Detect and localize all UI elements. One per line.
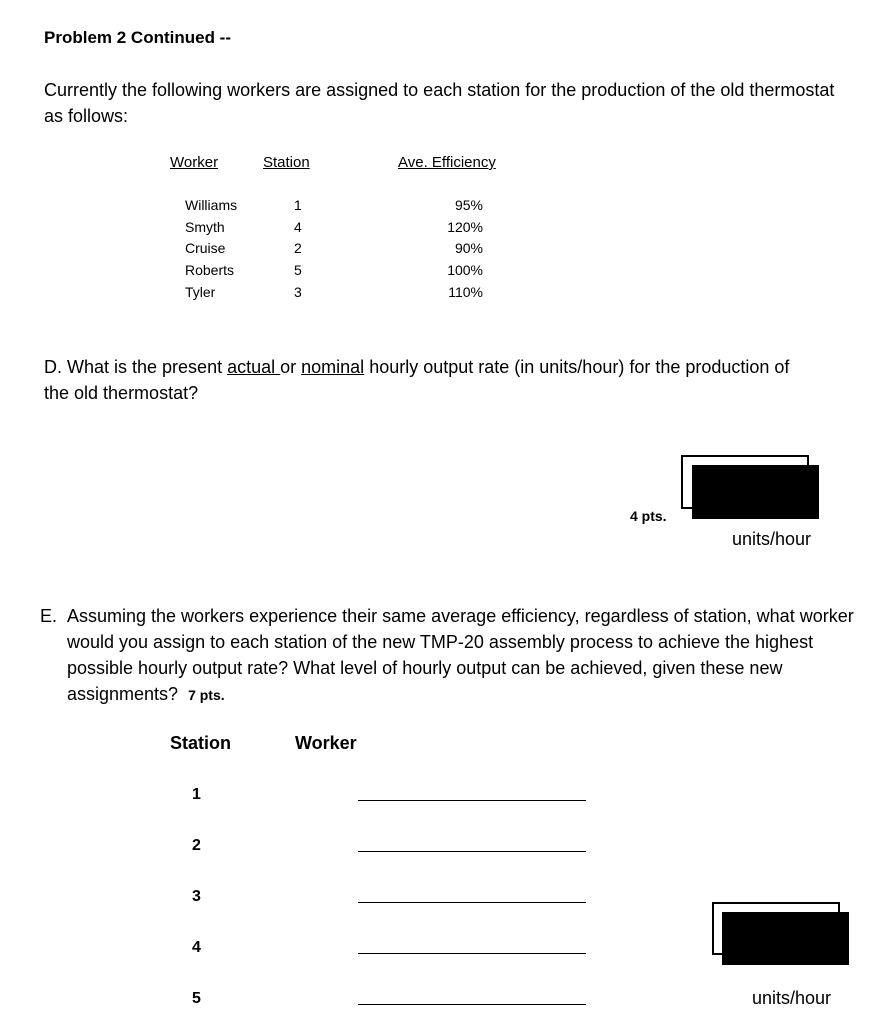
worker-blank-4[interactable]	[358, 953, 586, 954]
worker-blank-3[interactable]	[358, 902, 586, 903]
row-station: 1	[294, 197, 302, 213]
station-number: 1	[192, 786, 201, 803]
header-efficiency: Ave. Efficiency	[398, 154, 496, 171]
worker-blank-5[interactable]	[358, 1004, 586, 1005]
header-station: Station	[263, 154, 310, 171]
question-d	[44, 354, 804, 406]
station-number: 5	[192, 990, 201, 1007]
question-e-points: 7 pts.	[188, 687, 225, 703]
station-column-header: Station	[170, 733, 231, 753]
question-e-letter: E.	[40, 606, 58, 626]
question-d-prefix: D. What is the present	[44, 357, 228, 377]
row-station: 2	[294, 240, 302, 256]
question-e-text: Assuming the workers experience their same average efficiency, regardless of station, what worker would you assign to each station of the new TMP-20 assembly process to achieve the highest possible hourly output rate? What level of hourly output can be achieved, given these new assignments?	[67, 606, 854, 704]
question-e-units: units/hour	[752, 988, 832, 1008]
row-efficiency: 95%	[454, 197, 483, 213]
intro-text: Currently the following workers are assigned to each station for the production of the old thermostat as follows:	[44, 80, 835, 126]
row-worker: Roberts	[185, 262, 235, 278]
station-number: 3	[192, 888, 201, 905]
row-efficiency: 90%	[454, 240, 483, 256]
question-d-points: 4 pts.	[630, 508, 667, 524]
question-d-nominal: nominal	[301, 357, 365, 377]
question-e	[67, 603, 867, 708]
answer-box-e-redaction	[722, 912, 849, 965]
row-station: 3	[294, 284, 302, 300]
row-worker: Smyth	[185, 219, 225, 235]
station-number: 4	[192, 939, 201, 956]
row-worker: Tyler	[185, 284, 216, 300]
question-d-actual: actual	[227, 357, 281, 377]
row-efficiency: 100%	[447, 262, 483, 278]
worker-blank-1[interactable]	[358, 800, 586, 801]
question-d-units: units/hour	[732, 529, 812, 549]
question-d-suffix: hourly output rate (in units/hour) for the production of the old thermostat?	[44, 357, 790, 403]
row-station: 4	[294, 219, 302, 235]
station-number: 2	[192, 837, 201, 854]
row-efficiency: 120%	[447, 219, 483, 235]
worker-column-header: Worker	[295, 733, 357, 753]
worker-blank-2[interactable]	[358, 851, 586, 852]
header-worker: Worker	[170, 154, 219, 171]
page-title: Problem 2 Continued --	[44, 28, 231, 47]
answer-box-d-redaction	[692, 465, 819, 519]
row-worker: Cruise	[185, 240, 226, 256]
row-worker: Williams	[185, 197, 238, 213]
row-efficiency: 110%	[448, 284, 483, 300]
row-station: 5	[294, 262, 302, 278]
question-d-or: or	[280, 357, 302, 377]
